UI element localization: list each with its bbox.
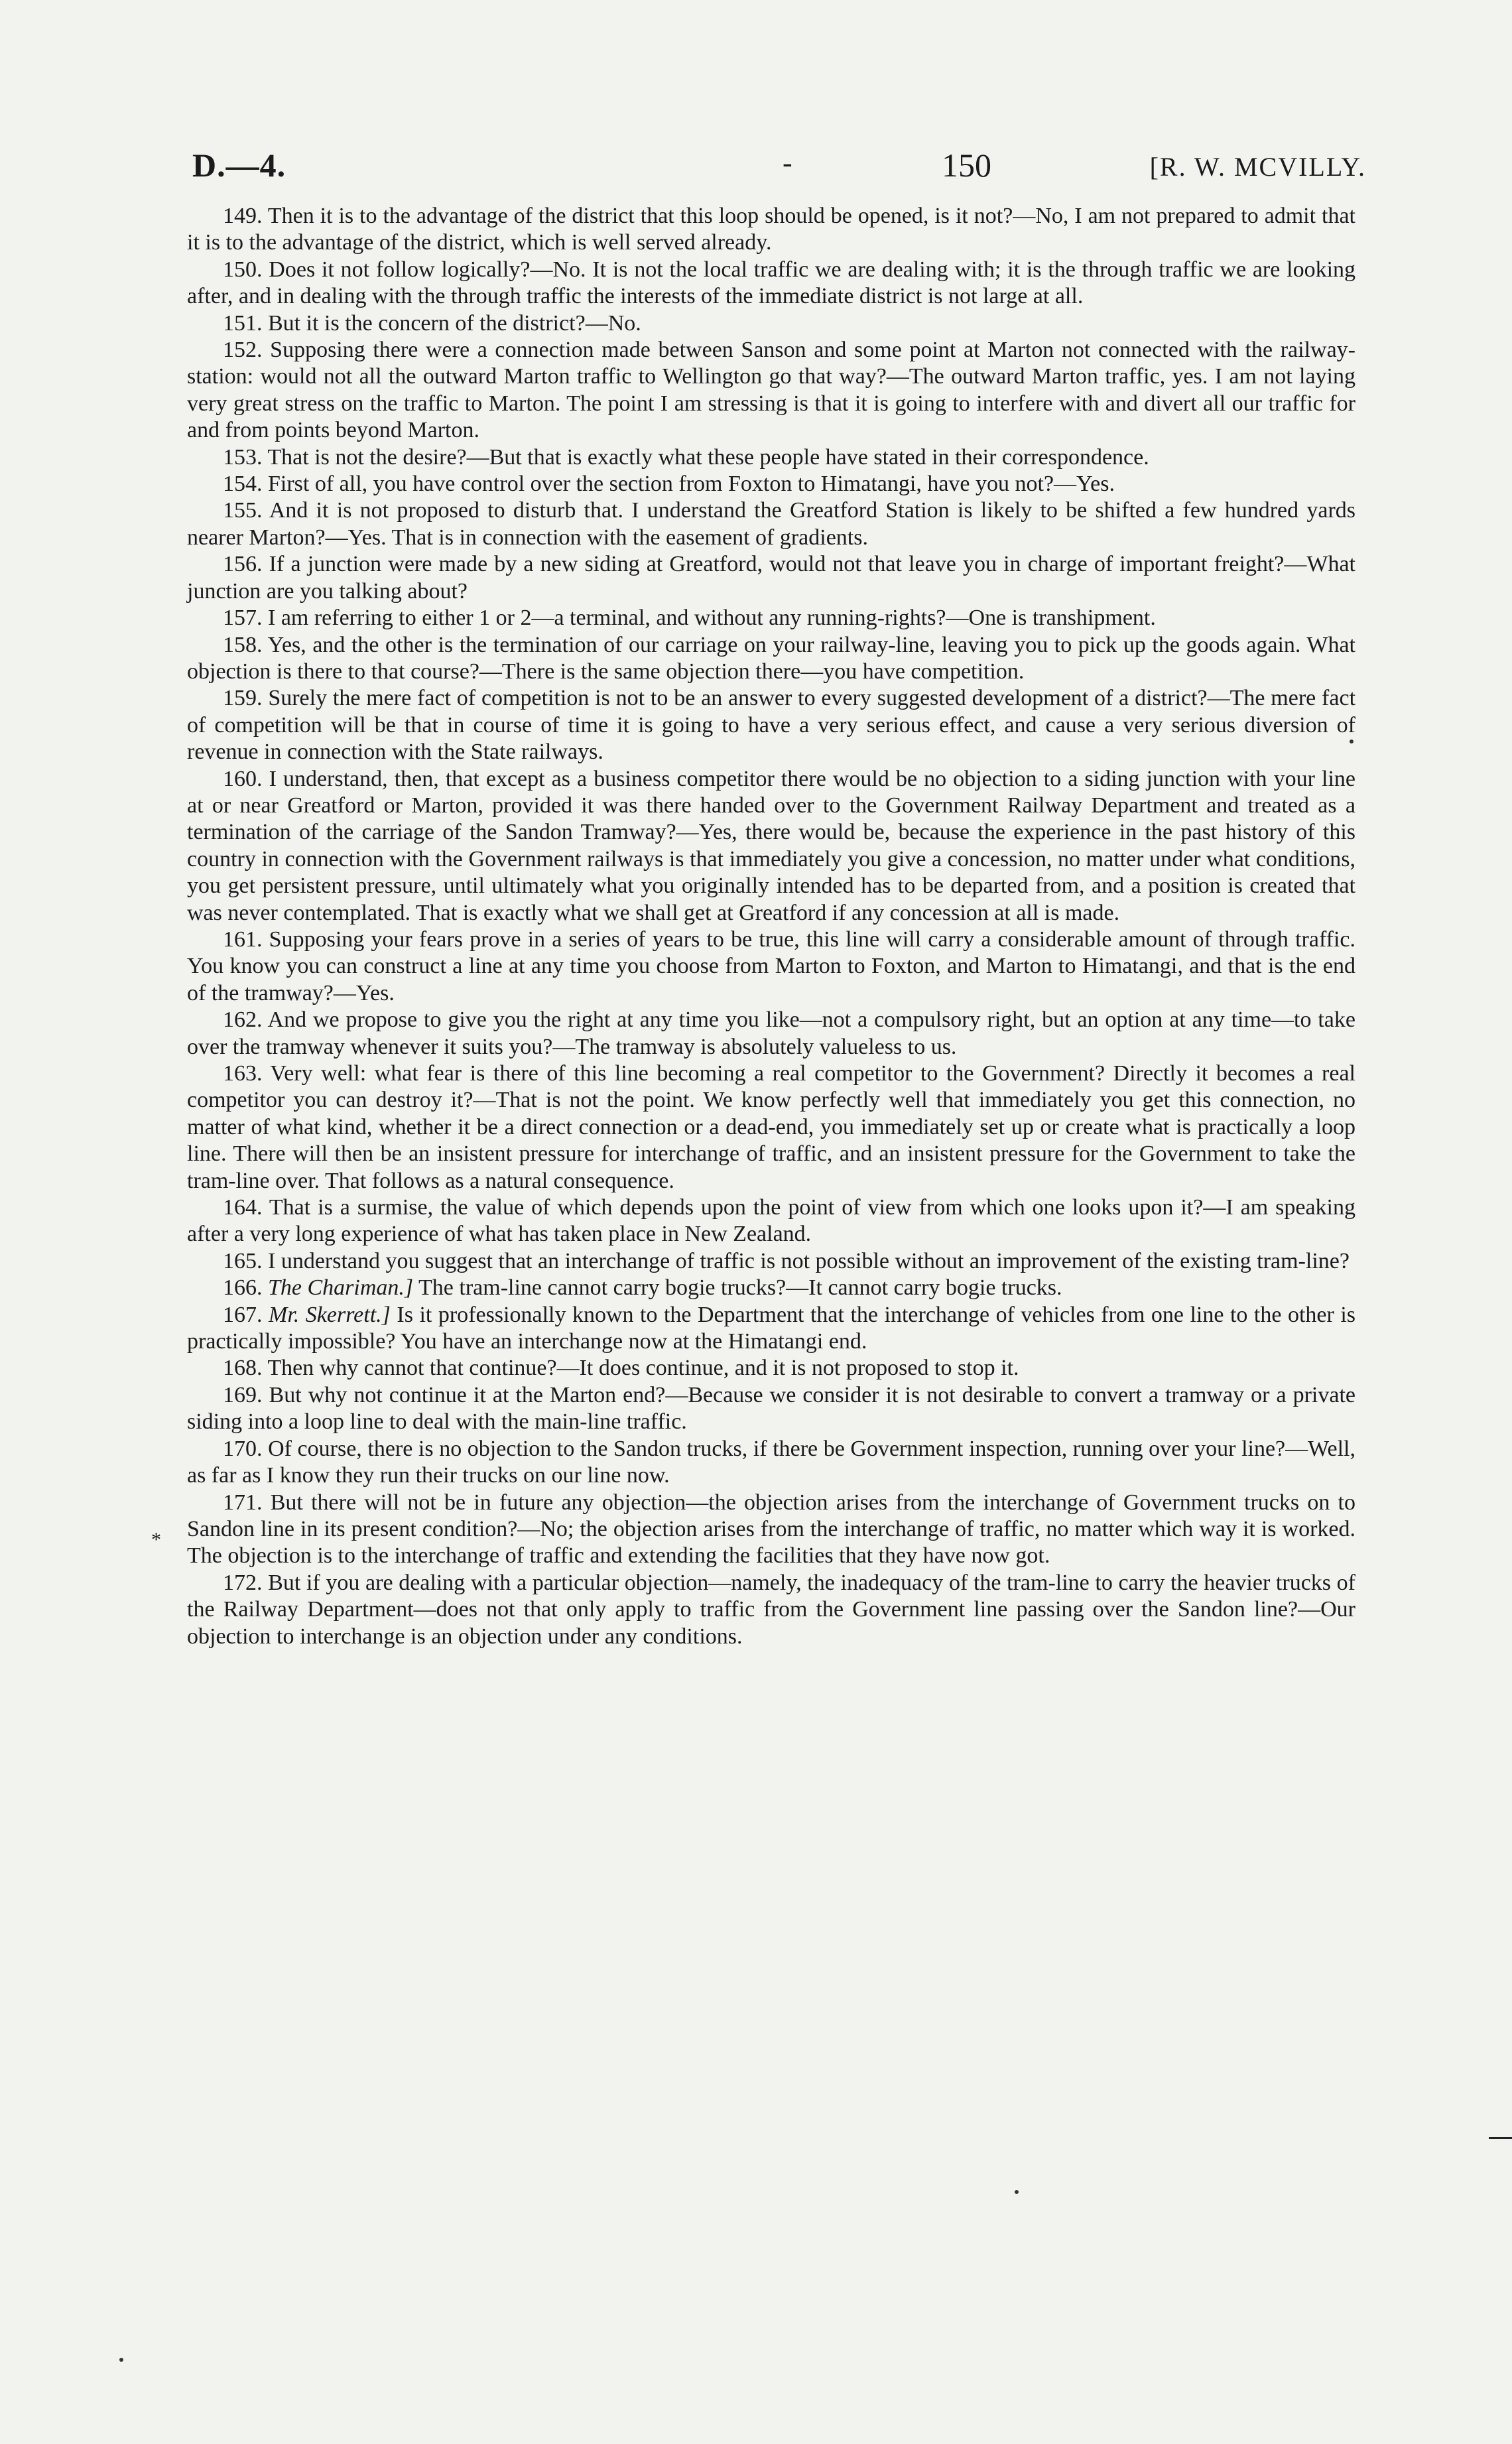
speaker: The Chariman.]	[268, 1275, 414, 1301]
question-number: 149.	[223, 204, 263, 228]
page-number: 150	[942, 147, 991, 184]
question-161	[187, 927, 1355, 1007]
question-165	[187, 1248, 1355, 1275]
question-149	[187, 203, 1355, 257]
question-text: Surely the mere fact of competition is not to be an answer to every suggested development of a district?—The mere fact of competition will be that in course of time it is going to have a very serious effect, and cause a very serious diversion of revenue in connection with the State railways.	[187, 686, 1356, 765]
question-169	[187, 1382, 1355, 1436]
question-164	[187, 1194, 1355, 1248]
testimony-body	[187, 203, 1355, 1650]
question-171	[187, 1490, 1355, 1570]
question-151	[187, 310, 1355, 337]
header-dash: -	[783, 147, 792, 179]
question-text: If a junction were made by a new siding at Greatford, would not that leave you in charge of important freight?—What junction are you talking about?	[187, 552, 1356, 604]
speaker: Mr. Skerrett.]	[269, 1302, 391, 1327]
question-163	[187, 1061, 1355, 1194]
question-text: Supposing there were a connection made between Sanson and some point at Marton not connected with the railway-station: would not all the outward Marton traffic to Wellington go that way?—The outward Marton traffic, yes. I am not laying very great stress on the traffic to Marton. The point I am stressing is that it is going to interfere with and divert all our traffic for and from points beyond Marton.	[187, 338, 1356, 443]
question-150	[187, 257, 1355, 310]
question-number: 159.	[223, 686, 263, 711]
question-text: I understand you suggest that an interchange of traffic is not possible without an improvement of the existing tram-line?	[268, 1248, 1350, 1273]
ink-speck	[119, 2358, 123, 2362]
question-text: Of course, there is no objection to the Sandon trucks, if there be Government inspection, running over your line?—Well, as far as I know they run their trucks on our line now.	[187, 1436, 1355, 1488]
question-162	[187, 1007, 1355, 1061]
question-text: The tram-line cannot carry bogie trucks?—It cannot carry bogie trucks.	[418, 1275, 1062, 1301]
question-text: First of all, you have control over the section from Foxton to Himatangi, have you not?—Yes.	[268, 472, 1115, 497]
question-text: Very well: what fear is there of this line becoming a real competitor to the Government? Directly it becomes a real competitor you can destroy it?—That is not the point. We know perfectly well that immediately you get this connection, no matter of what kind, whether it be a direct connection or a dead-end, you immediately set up or create what is practically a loop line. There will then be an insistent pressure for interchange of traffic, and an insistent pressure for the Government to take the tram-line over. That follows as a natural consequence.	[187, 1061, 1355, 1193]
question-number: 168.	[223, 1356, 263, 1381]
question-number: 152.	[223, 338, 263, 363]
question-text: And it is not proposed to disturb that. I understand the Greatford Station is likely to be shifted a few hundred yards nearer Marton?—Yes. That is in connection with the easement of gradients.	[187, 498, 1356, 550]
question-154	[187, 471, 1355, 497]
question-153	[187, 444, 1355, 471]
question-160	[187, 766, 1355, 927]
question-text: Then why cannot that continue?—It does continue, and it is not proposed to stop it.	[267, 1356, 1019, 1381]
document-reference: D.—4.	[192, 147, 286, 184]
question-157	[187, 605, 1355, 631]
question-170	[187, 1436, 1355, 1490]
question-number: 164.	[223, 1195, 263, 1220]
question-text: Is it professionally known to the Department that the interchange of vehicles from one line to the other is practically impossible? You have an interchange now at the Himatangi end.	[187, 1302, 1355, 1354]
question-text: I understand, then, that except as a business competitor there would be no objection to a siding junction with your line at or near Greatford or Marton, provided it was there handed over to the Government Railway Department and treated as a termination of the carriage of the Sandon Tramway?—Yes, there would be, because the experience in the past history of this country in connection with the Government railways is that immediately you give a concession, no matter under what conditions, you get persistent pressure, until ultimately what you originally intended has to be departed from, and a position is created that was never contemplated. That is exactly what we shall get at Greatford if any concession at all is made.	[187, 766, 1355, 925]
question-number: 156.	[223, 552, 263, 577]
question-number: 151.	[223, 310, 263, 336]
question-text: And we propose to give you the right at any time you like—not a compulsory right, but an option at any time—to take over the tramway whenever it suits you?—The tramway is absolutely valueless to us.	[187, 1007, 1355, 1059]
question-158	[187, 632, 1355, 686]
question-number: 165.	[223, 1248, 263, 1273]
question-text: That is a surmise, the value of which depends upon the point of view from which one looks upon it?—I am speaking after a very long experience of what has taken place in New Zealand.	[187, 1195, 1355, 1247]
question-number: 160.	[223, 766, 263, 791]
question-text: That is not the desire?—But that is exactly what these people have stated in their correspondence.	[267, 444, 1149, 470]
question-number: 154.	[223, 472, 263, 497]
question-number: 162.	[223, 1007, 263, 1033]
question-number: 153.	[223, 444, 263, 470]
question-number: 158.	[223, 632, 263, 657]
question-155	[187, 497, 1355, 551]
question-text: Yes, and the other is the termination of our carriage on your railway-line, leaving you to pick up the goods again. What objection is there to that course?—There is the same objection there—you have competition.	[187, 632, 1355, 684]
question-number: 161.	[223, 927, 263, 952]
question-text: But if you are dealing with a particular objection—namely, the inadequacy of the tram-line to carry the heavier trucks of the Railway Department—does not that only apply to traffic from the Government line passing over the Sandon line?—Our objection to interchange is an objection under any conditions.	[187, 1570, 1356, 1649]
ink-speck	[1350, 740, 1354, 743]
page-header	[192, 146, 1366, 192]
margin-mark: *	[151, 1529, 161, 1551]
question-168	[187, 1355, 1355, 1382]
question-text: I am referring to either 1 or 2—a terminal, and without any running-rights?—One is transhipment.	[268, 606, 1156, 631]
question-text: Supposing your fears prove in a series of years to be true, this line will carry a considerable amount of through traffic. You know you can construct a line at any time you choose from Marton to Foxton, and Marton to Himatangi, and that is the end of the tramway?—Yes.	[187, 927, 1356, 1005]
margin-line	[1489, 2137, 1512, 2139]
question-text: But it is the concern of the district?—No.	[268, 310, 641, 336]
question-number: 166.	[223, 1275, 263, 1301]
question-172	[187, 1570, 1355, 1650]
ink-speck	[1015, 2190, 1019, 2194]
question-number: 163.	[223, 1061, 263, 1086]
question-number: 157.	[223, 606, 263, 631]
question-number: 170.	[223, 1436, 263, 1461]
question-number: 172.	[223, 1570, 263, 1595]
question-text: But there will not be in future any objection—the objection arises from the interchange of Government trucks on to Sandon line in its present condition?—No; the objection arises from the interchange of traffic, no matter which way it is worked. The objection is to the interchange of traffic and extending the facilities that they have now got.	[187, 1490, 1356, 1569]
question-number: 167.	[223, 1302, 263, 1327]
question-167	[187, 1302, 1355, 1356]
question-number: 169.	[223, 1382, 263, 1407]
question-number: 155.	[223, 498, 263, 523]
question-156	[187, 551, 1355, 605]
question-166	[187, 1275, 1355, 1301]
question-text: Then it is to the advantage of the district that this loop should be opened, is it not?—No, I am not prepared to admit that it is to the advantage of the district, which is well served already.	[187, 204, 1355, 255]
question-text: Does it not follow logically?—No. It is not the local traffic we are dealing with; it is the through traffic we are looking after, and in dealing with the through traffic the interests of the immediate district is not large at all.	[187, 257, 1356, 309]
question-159	[187, 685, 1355, 765]
question-number: 150.	[223, 257, 263, 282]
witness-name: [R. W. MCVILLY.	[1149, 152, 1366, 182]
question-number: 171.	[223, 1490, 263, 1515]
question-152	[187, 337, 1355, 444]
question-text: But why not continue it at the Marton end?—Because we consider it is not desirable to convert a tramway or a private siding into a loop line to deal with the main-line traffic.	[187, 1382, 1355, 1435]
